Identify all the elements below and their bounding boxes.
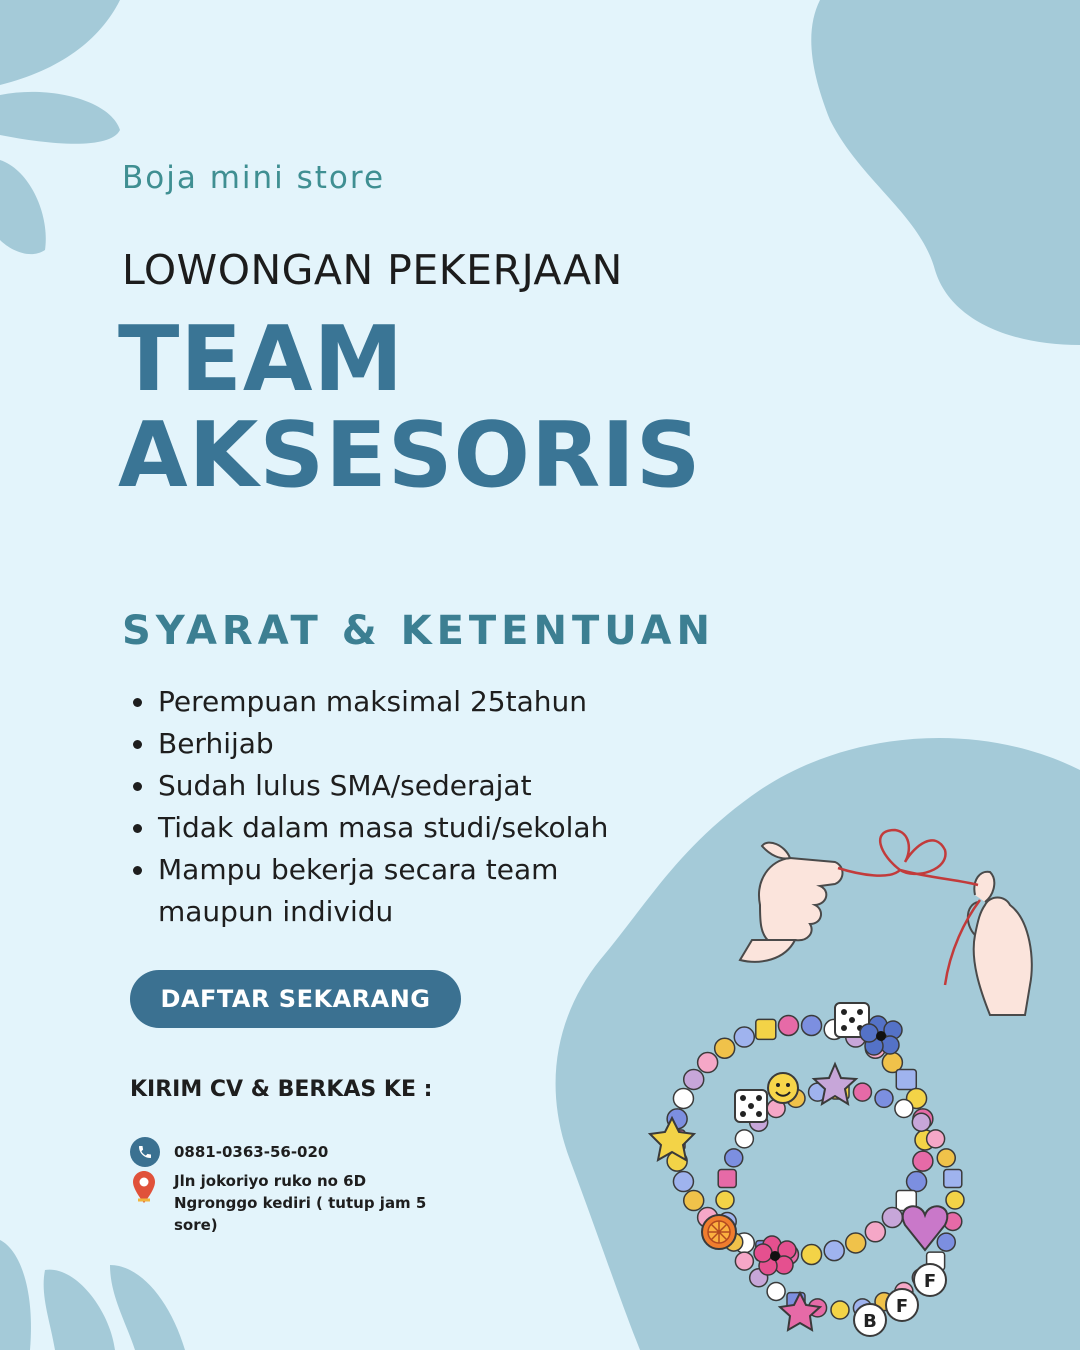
bead <box>907 1172 927 1192</box>
page-title <box>118 307 702 508</box>
bead <box>725 1149 743 1167</box>
address-text: Jln jokoriyo ruko no 6D Ngronggo kediri ( tutup jam 5 sore) <box>174 1172 427 1234</box>
bead <box>716 1191 734 1209</box>
svg-text:B: B <box>863 1311 877 1332</box>
letter-bead-f <box>914 1264 946 1296</box>
bead <box>927 1130 945 1148</box>
bead <box>756 1019 776 1039</box>
bead <box>802 1015 822 1035</box>
bead <box>937 1149 955 1167</box>
bullet-icon <box>133 824 142 833</box>
bead <box>824 1241 844 1261</box>
list-item: Sudah lulus SMA/sederajat <box>130 765 650 807</box>
bead <box>944 1170 962 1188</box>
register-now-button[interactable]: DAFTAR SEKARANG <box>130 970 461 1028</box>
bead <box>912 1113 930 1131</box>
bullet-icon <box>133 782 142 791</box>
letter-bead-f <box>886 1289 918 1321</box>
bead <box>802 1245 822 1265</box>
bead <box>735 1252 753 1270</box>
bead <box>865 1222 885 1242</box>
bead <box>831 1301 849 1319</box>
letter-bead-b <box>854 1304 886 1336</box>
location-pin-icon <box>132 1170 156 1204</box>
requirements-title: SYARAT & KETENTUAN <box>122 608 715 654</box>
bead <box>698 1053 718 1073</box>
bead <box>673 1088 693 1108</box>
bead <box>735 1130 753 1148</box>
smiley-bead <box>768 1073 798 1103</box>
bead <box>946 1191 964 1209</box>
bead <box>882 1207 902 1227</box>
title-line-2: AKSESORIS <box>118 403 702 508</box>
svg-text:F: F <box>895 1296 909 1317</box>
bead <box>913 1151 933 1171</box>
contact-phone <box>130 1137 328 1167</box>
star-bead <box>780 1293 820 1330</box>
headline: LOWONGAN PEKERJAAN <box>122 246 623 294</box>
phone-number: 0881-0363-56-020 <box>174 1143 329 1161</box>
bead <box>673 1172 693 1192</box>
bead <box>778 1015 798 1035</box>
title-line-1: TEAM <box>118 307 405 412</box>
bullet-icon <box>133 866 142 875</box>
bead <box>937 1233 955 1251</box>
contact-heading: KIRIM CV & BERKAS KE : <box>130 1077 433 1102</box>
bead <box>895 1100 913 1118</box>
list-item: Berhijab <box>130 723 650 765</box>
phone-icon <box>130 1137 160 1167</box>
orange-slice-bead <box>702 1215 736 1249</box>
list-item: Tidak dalam masa studi/sekolah <box>130 807 650 849</box>
bead <box>684 1069 704 1089</box>
bead <box>767 1282 785 1300</box>
bead <box>896 1069 916 1089</box>
bead <box>846 1233 866 1253</box>
bead <box>853 1083 871 1101</box>
bead <box>875 1089 893 1107</box>
bead <box>734 1027 754 1047</box>
requirements-list <box>130 681 650 933</box>
contact-address <box>130 1170 444 1236</box>
svg-text:F: F <box>923 1271 937 1292</box>
bead <box>715 1038 735 1058</box>
bullet-icon <box>133 740 142 749</box>
list-item: Perempuan maksimal 25tahun <box>130 681 650 723</box>
store-name: Boja mini store <box>122 160 386 196</box>
bead <box>684 1191 704 1211</box>
list-item: Mampu bekerja secara team maupun individu <box>130 849 650 933</box>
bullet-icon <box>133 698 142 707</box>
bead <box>718 1170 736 1188</box>
